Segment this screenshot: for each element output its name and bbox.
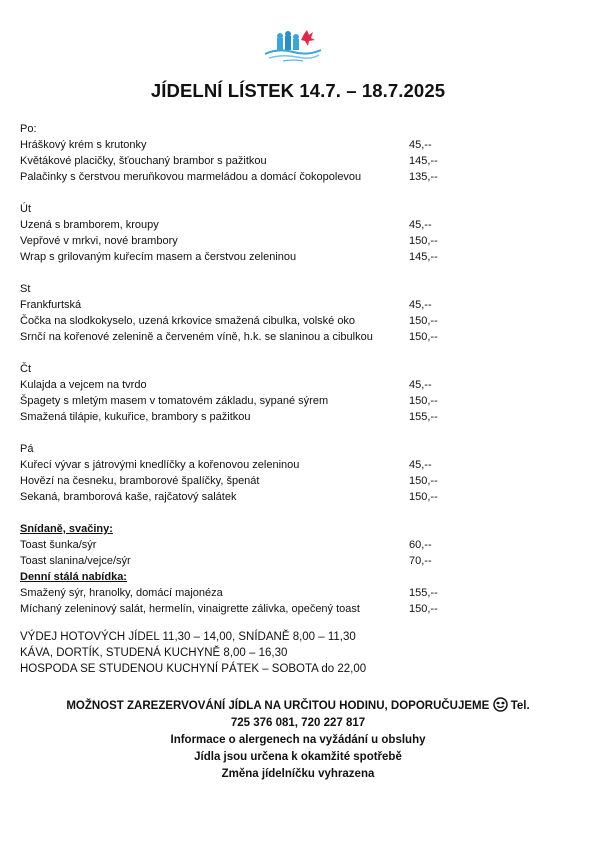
dish-name: Uzená s bramborem, kroupy (20, 219, 159, 231)
dish-price: 150,-- (409, 395, 438, 407)
dish-price: 45,-- (409, 139, 432, 151)
menu-item (20, 601, 580, 617)
dish-price: 45,-- (409, 459, 432, 471)
dish-price: 145,-- (409, 251, 438, 263)
dish-name: Květákové placičky, šťouchaný brambor s pažitkou (20, 155, 267, 167)
dish-name: Hovězí na česneku, bramborové špalíčky, špenát (20, 475, 260, 487)
menu-item (20, 473, 580, 489)
day-heading: Po: (20, 123, 37, 135)
dish-name: Toast slanina/vejce/sýr (20, 555, 131, 567)
info-line: HOSPODA SE STUDENOU KUCHYNÍ PÁTEK – SOBOTA do 22,00 (20, 663, 367, 675)
reservation-text: MOŽNOST ZAREZERVOVÁNÍ JÍDLA NA URČITOU HODINU, DOPORUČUJEME (66, 700, 490, 712)
menu-item (20, 457, 580, 473)
menu-item (20, 553, 580, 569)
menu-item (20, 137, 580, 153)
spacer (20, 265, 580, 281)
menu-list (20, 121, 580, 617)
menu-item (20, 489, 580, 505)
dish-price: 60,-- (409, 539, 432, 551)
dish-price: 150,-- (409, 315, 438, 327)
dish-name: Sekaná, bramborová kaše, rajčatový salátek (20, 491, 237, 503)
dish-price: 45,-- (409, 379, 432, 391)
day-heading: Pá (20, 443, 34, 455)
menu-item (20, 329, 580, 345)
menu-item (20, 297, 580, 313)
menu-item (20, 153, 580, 169)
dish-name: Kulajda a vejcem na tvrdo (20, 379, 147, 391)
menu-item (20, 217, 580, 233)
allergen-note: Informace o alergenech na vyžádání u obsluhy (170, 734, 426, 746)
day-heading: Út (20, 203, 31, 215)
dish-price: 70,-- (409, 555, 432, 567)
dish-name: Špagety s mletým masem v tomatovém základu, sypané sýrem (20, 395, 329, 407)
menu-item (20, 393, 580, 409)
spacer (20, 345, 580, 361)
restaurant-logo-icon (263, 28, 323, 64)
page-title: JÍDELNÍ LÍSTEK 14.7. – 18.7.2025 (150, 80, 446, 101)
dish-price: 150,-- (409, 331, 438, 343)
menu-item (20, 537, 580, 553)
standing-offer-heading: Denní stálá nabídka: (20, 571, 127, 583)
reservation-line (0, 697, 596, 715)
spacer (20, 185, 580, 201)
dish-price: 45,-- (409, 299, 432, 311)
dish-price: 150,-- (409, 603, 438, 615)
dish-price: 150,-- (409, 475, 438, 487)
dish-name: Kuřecí vývar s játrovými knedlíčky a kořenovou zeleninou (20, 459, 300, 471)
breakfast-heading: Snídaně, svačiny: (20, 523, 113, 535)
menu-item (20, 409, 580, 425)
menu-item (20, 377, 580, 393)
consumption-note: Jídla jsou určena k okamžité spotřebě (194, 751, 402, 763)
dish-price: 145,-- (409, 155, 438, 167)
day-heading: Čt (20, 363, 31, 375)
menu-item (20, 169, 580, 185)
menu-item (20, 313, 580, 329)
dish-name: Smažená tilápie, kukuřice, brambory s pažitkou (20, 411, 251, 423)
dish-name: Hráškový krém s krutonky (20, 139, 147, 151)
dish-price: 155,-- (409, 587, 438, 599)
dish-name: Frankfurtská (20, 299, 82, 311)
spacer (20, 505, 580, 521)
info-line: VÝDEJ HOTOVÝCH JÍDEL 11,30 – 14,00, SNÍDANĚ 8,00 – 11,30 (20, 631, 356, 643)
menu-item (20, 233, 580, 249)
footer-notes (0, 697, 596, 783)
opening-info (20, 629, 366, 677)
dish-price: 135,-- (409, 171, 438, 183)
dish-price: 150,-- (409, 491, 438, 503)
dish-name: Srnčí na kořenové zelenině a červeném víně, h.k. se slaninou a cibulkou (20, 331, 373, 343)
menu-item (20, 249, 580, 265)
dish-name: Vepřové v mrkvi, nové brambory (20, 235, 178, 247)
menu-item (20, 585, 580, 601)
smiley-icon (493, 697, 508, 712)
dish-name: Wrap s grilovaným kuřecím masem a čerstvou zeleninou (20, 251, 297, 263)
dish-price: 150,-- (409, 235, 438, 247)
day-heading: St (20, 283, 31, 295)
tel-label: Tel. (510, 700, 530, 712)
dish-name: Toast šunka/sýr (20, 539, 97, 551)
info-line: KÁVA, DORTÍK, STUDENÁ KUCHYNĚ 8,00 – 16,30 (20, 647, 288, 659)
phone-numbers: 725 376 081, 720 227 817 (230, 717, 366, 729)
dish-name: Palačinky s čerstvou meruňkovou marmeládou a domácí čokopolevou (20, 171, 362, 183)
dish-name: Smažený sýr, hranolky, domácí majonéza (20, 587, 223, 599)
dish-price: 155,-- (409, 411, 438, 423)
dish-price: 45,-- (409, 219, 432, 231)
dish-name: Čočka na slodkokyselo, uzená krkovice smažená cibulka, volské oko (20, 315, 356, 327)
change-note: Změna jídelníčku vyhrazena (221, 768, 375, 780)
spacer (20, 425, 580, 441)
dish-name: Míchaný zeleninový salát, hermelín, vinaigrette zálivka, opečený toast (20, 603, 360, 615)
